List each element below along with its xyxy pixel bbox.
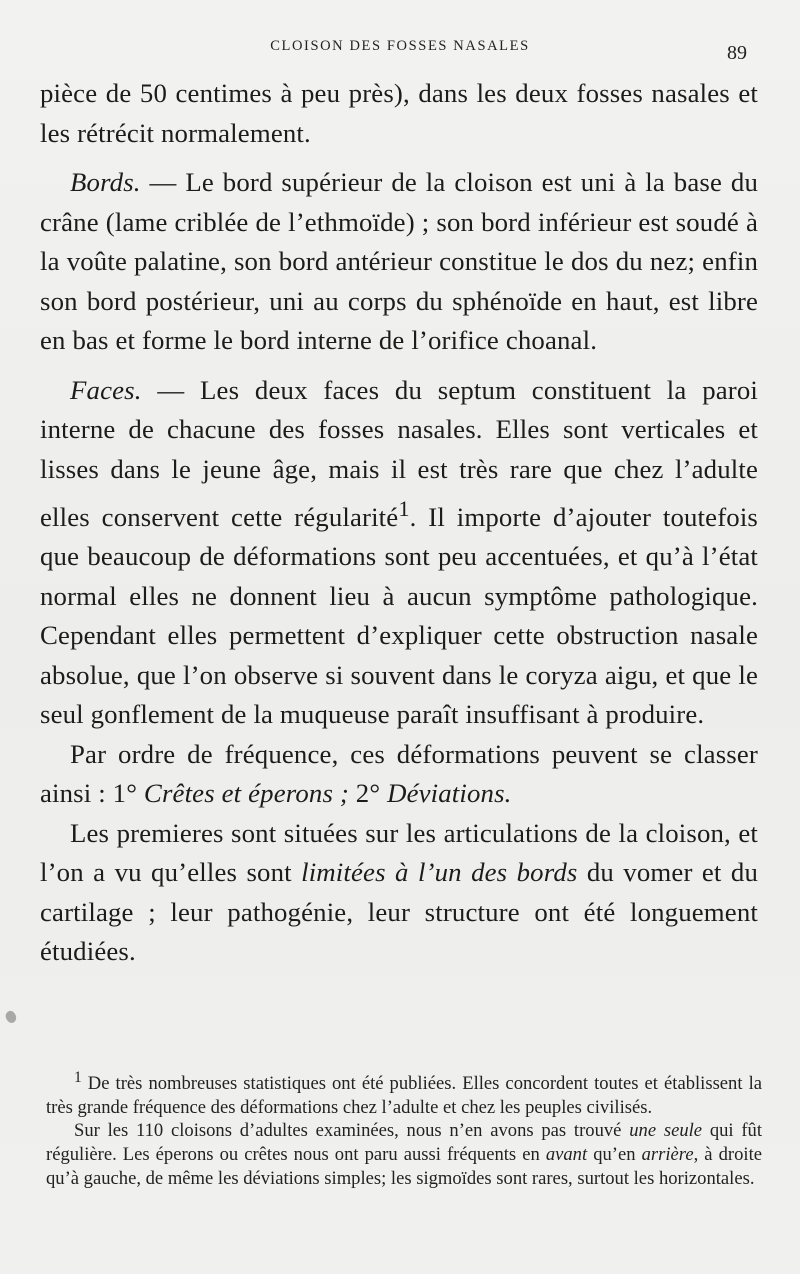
footnote-2-text-c: qu’en [587,1143,642,1165]
paragraph-bords [40,163,758,361]
emphasis-limitees: limitées à l’un des bords [301,857,578,888]
paragraph-frequency-text: Par ordre de fréquence, ces déformations peuvent se classer ainsi : 1° [40,738,758,809]
paragraph-premieres-text-b: du vomer et du cartilage ; leur pathogénie, leur structure ont été longuement étudiées. [40,857,759,967]
footnote-2-text-d: , à droite qu’à gauche, de même les déviations simples; les sigmoïdes sont rares, surtout les horizontales. [46,1143,762,1189]
footnotes [46,1066,762,1190]
paragraph-frequency [40,735,758,814]
footnote-1-continued [46,1119,762,1190]
footnote-1-text: De très nombreuses statistiques ont été publiées. Elles concordent toutes et établissent la très grande fréquence des déformations chez l’adulte et chez les peuples civilisés. [46,1073,762,1118]
paragraph-faces [40,371,758,735]
running-head [0,38,800,62]
section-lead-faces: Faces. [70,374,142,405]
footnote-1-marker: 1 [74,1069,82,1086]
footnote-2-text-a: Sur les 110 cloisons d’adultes examinées, nous n’en avons pas trouvé [74,1120,630,1142]
running-title: CLOISON DES FOSSES NASALES [270,38,530,54]
footnote-emphasis-arriere: arrière [641,1143,694,1165]
paragraph-bords-text: — Le bord supérieur de la cloison est uni à la base du crâne (lame criblée de l’ethmoïde) ; son bord inférieur est soudé à la voûte palatine, son bord antérieur constitue le dos du nez; enfin son bord postérieur, uni au corps du sphénoïde en haut, est libre en bas et forme le bord interne de l’orifice choanal. [40,167,758,355]
footnote-emphasis-une-seule: une seule [629,1120,703,1142]
paragraph-premieres [40,814,758,972]
page-number: 89 [727,42,747,64]
term-deviations: Déviations. [387,778,512,809]
ink-blot-mark [3,1009,18,1025]
footnote-reference: 1 [398,496,410,521]
footnote-emphasis-avant: avant [545,1143,588,1165]
paragraph-premieres-text-a: Les premieres sont situées sur les articulations de la cloison, et l’on a vu qu’elles sont [40,817,758,888]
paragraph-continuation-text: pièce de 50 centimes à peu près), dans les deux fosses nasales et les rétrécit normalement. [40,78,758,148]
paragraph-frequency-mid: 2° [348,778,388,809]
term-cretes-eperons: Crêtes et éperons ; [143,778,349,809]
footnote-1 [46,1066,762,1119]
paragraph-faces-text-a: — Les deux faces du septum constituent la paroi interne de chacune des fosses nasales. Elles sont verticales et lisses dans le jeune âge, mais il est très rare que chez l’adulte elles conservent cette régularité [40,374,758,532]
body-text [40,74,758,972]
paragraph-faces-text-b: . Il importe d’ajouter toutefois que beaucoup de déformations sont peu accentuées, et qu’à l’état normal elles ne donnent lieu à aucun symptôme pathologique. Cependant elles permettent d’expliquer cette obstruction nasale absolue, que l’on observe si souvent dans le coryza aigu, et que le seul gonflement de la muqueuse paraît insuffisant à produire. [40,501,758,730]
section-lead-bords: Bords. [70,167,141,197]
paragraph-continuation [40,74,758,153]
footnote-2-text-b: qui fût régulière. Les éperons ou crêtes nous ont paru aussi fréquents en [46,1120,763,1165]
